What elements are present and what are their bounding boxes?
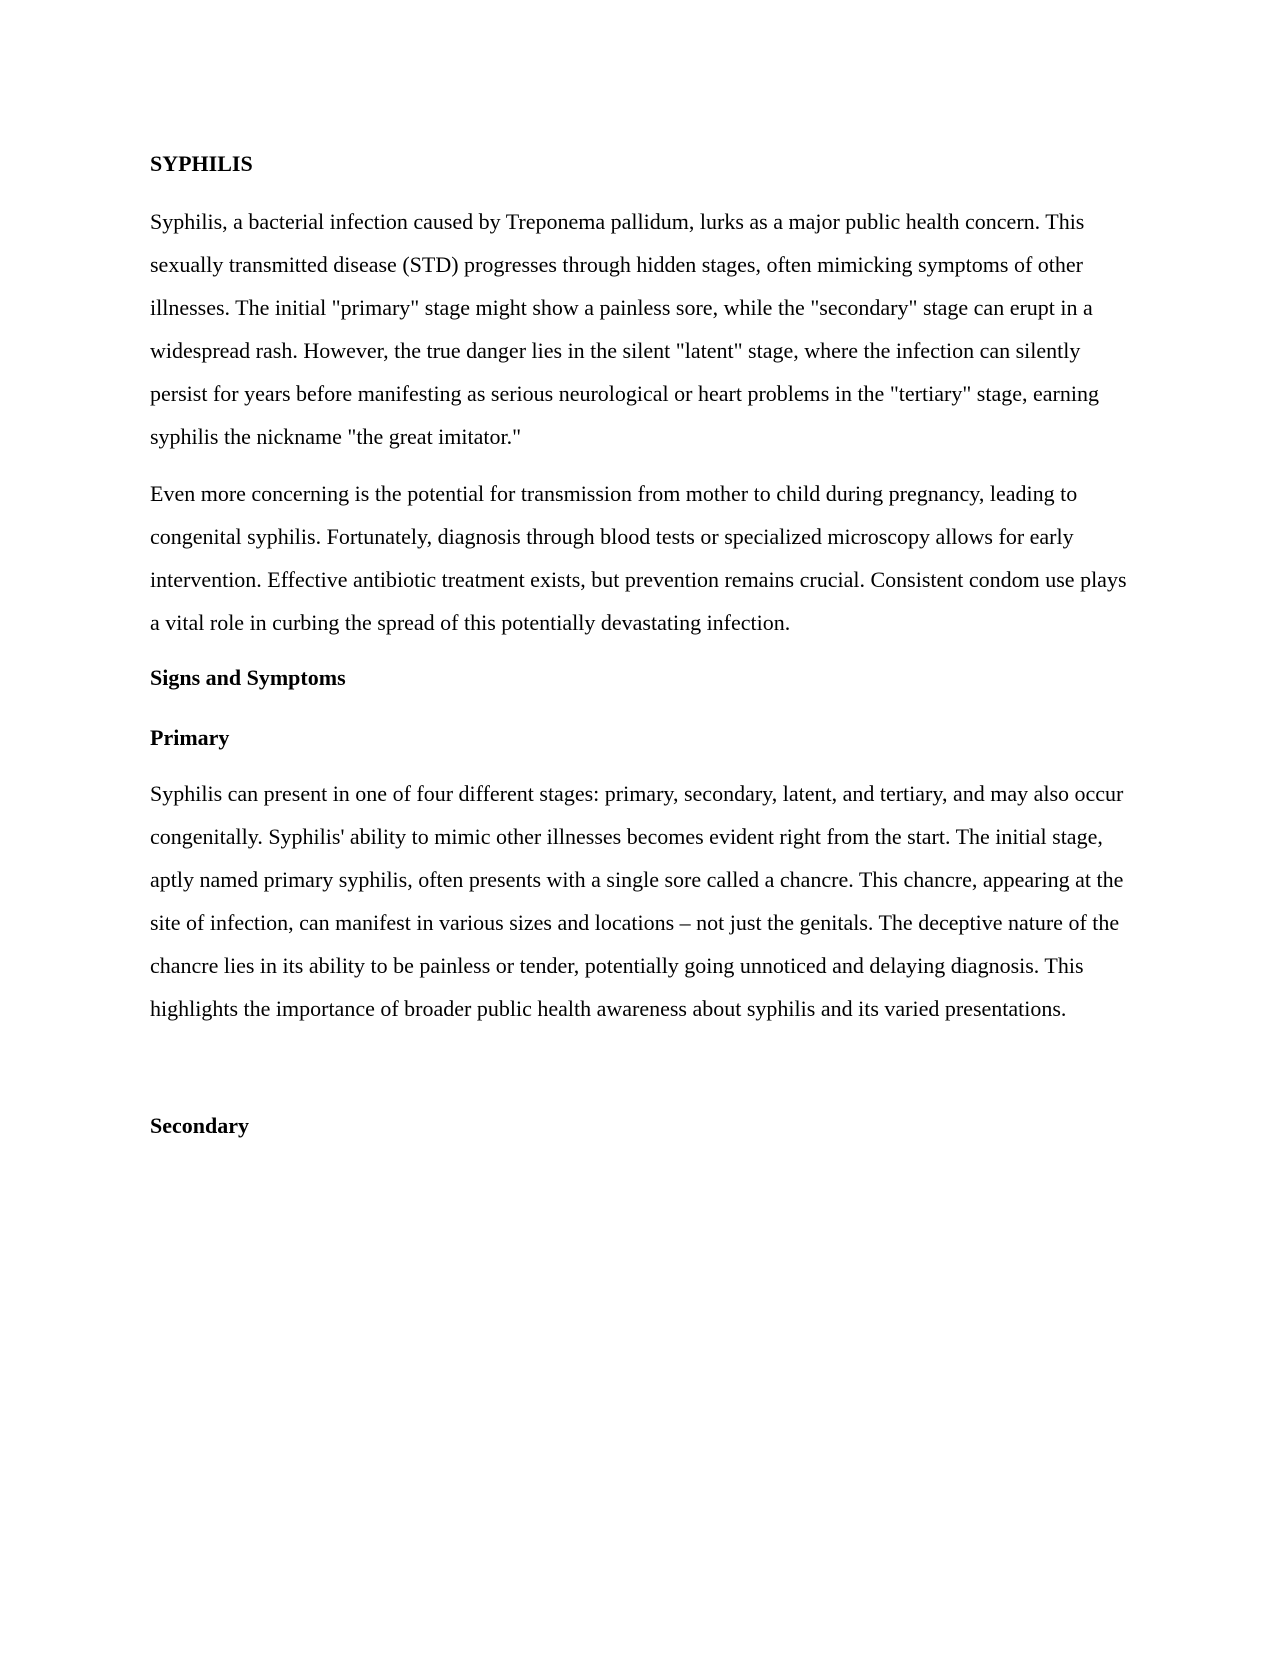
document-page <box>150 148 1130 1142</box>
intro-paragraph-2: Even more concerning is the potential for transmission from mother to child during pregnancy, leading to congenital syphilis. Fortunately, diagnosis through blood tests or specialized microscopy allows for early intervention. Effective antibiotic treatment exists, but prevention remains crucial. Consistent condom use plays a vital role in curbing the spread of this potentially devastating infection. <box>150 481 1127 635</box>
subsection-heading-secondary: Secondary <box>150 1113 249 1138</box>
document-title: SYPHILIS <box>150 151 253 176</box>
intro-paragraph-1: Syphilis, a bacterial infection caused by Treponema pallidum, lurks as a major public health concern. This sexually transmitted disease (STD) progresses through hidden stages, often mimicking symptoms of other illnesses. The initial "primary" stage might show a painless sore, while the "secondary" stage can erupt in a widespread rash. However, the true danger lies in the silent "latent" stage, where the infection can silently persist for years before manifesting as serious neurological or heart problems in the "tertiary" stage, earning syphilis the nickname "the great imitator." <box>150 209 1099 449</box>
primary-paragraph: Syphilis can present in one of four different stages: primary, secondary, latent, and tertiary, and may also occur congenitally. Syphilis' ability to mimic other illnesses becomes evident right from the start. The initial stage, aptly named primary syphilis, often presents with a single sore called a chancre. This chancre, appearing at the site of infection, can manifest in various sizes and locations – not just the genitals. The deceptive nature of the chancre lies in its ability to be painless or tender, potentially going unnoticed and delaying diagnosis. This highlights the importance of broader public health awareness about syphilis and its varied presentations. <box>150 781 1124 1021</box>
subsection-heading-primary: Primary <box>150 725 230 750</box>
section-heading-signs-and-symptoms: Signs and Symptoms <box>150 665 346 690</box>
